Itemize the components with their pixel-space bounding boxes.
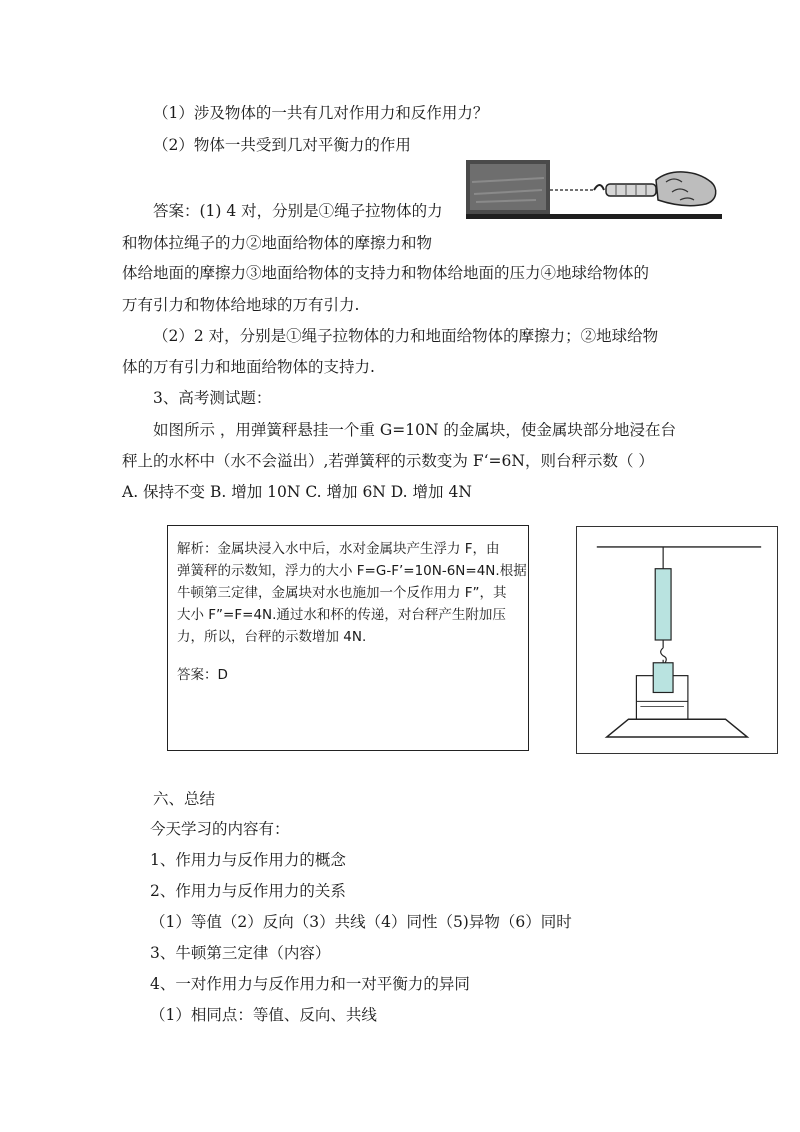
analysis-answer: 答案：D xyxy=(177,667,228,683)
summary-item-4-detail: （1）相同点：等值、反向、共线 xyxy=(150,1006,377,1024)
spring-scale-photo xyxy=(466,160,722,226)
summary-intro: 今天学习的内容有： xyxy=(150,820,290,838)
answer1-line6: 体的万有引力和地面给物体的支持力. xyxy=(122,358,375,376)
question-2: （2）物体一共受到几对平衡力的作用 xyxy=(153,136,411,154)
analysis-line5: 力，所以，台秤的示数增加 4N. xyxy=(177,629,367,645)
summary-item-2-detail: （1）等值（2）反向（3）共线（4）同性（5)异物（6）同时 xyxy=(150,913,572,931)
summary-item-2: 2、作用力与反作用力的关系 xyxy=(150,882,346,900)
question-1: （1）涉及物体的一共有几对作用力和反作用力？ xyxy=(153,104,489,122)
analysis-line2: 弹簧秤的示数知，浮力的大小 F=G-F’=10N-6N=4N.根据 xyxy=(177,563,527,579)
section3-heading: 3、高考测试题： xyxy=(153,389,272,407)
section3-options: A. 保持不变 B. 增加 10N C. 增加 6N D. 增加 4N xyxy=(122,483,472,501)
summary-heading: 六、总结 xyxy=(153,790,216,808)
answer1-line1: 答案：(1) 4 对，分别是①绳子拉物体的力 xyxy=(153,202,443,220)
answer1-line5: （2）2 对，分别是①绳子拉物体的力和地面给物体的摩擦力；②地球给物 xyxy=(153,327,659,345)
summary-item-3: 3、牛顿第三定律（内容） xyxy=(150,944,331,962)
summary-item-1: 1、作用力与反作用力的概念 xyxy=(150,851,346,869)
analysis-line1: 解析：金属块浸入水中后，水对金属块产生浮力 F，由 xyxy=(177,541,500,557)
answer1-line3: 体给地面的摩擦力③地面给物体的支持力和物体给地面的压力④地球给物体的 xyxy=(122,264,650,282)
answer1-line2: 和物体拉绳子的力②地面给物体的摩擦力和物 xyxy=(122,234,433,252)
metal-block xyxy=(653,663,673,693)
platform-scale xyxy=(607,719,748,737)
section3-stem-line1: 如图所示 ，用弹簧秤悬挂一个重 G=10N 的金属块，使金属块部分地浸在台 xyxy=(153,421,676,439)
analysis-line3: 牛顿第三定律，金属块对水也施加一个反作用力 F”，其 xyxy=(177,585,507,601)
summary-item-4: 4、一对作用力与反作用力和一对平衡力的异同 xyxy=(150,975,470,993)
analysis-line4: 大小 F”=F=4N.通过水和杯的传递，对台秤产生附加压 xyxy=(177,607,506,623)
section3-stem-line2: 秤上的水杯中（水不会溢出）,若弹簧秤的示数变为 F‘=6N，则台秤示数（ ） xyxy=(122,452,654,470)
spring-scale-body xyxy=(655,569,671,640)
spring-scale-figure xyxy=(576,526,778,754)
analysis-box xyxy=(167,525,529,751)
answer1-line4: 万有引力和物体给地球的万有引力. xyxy=(122,296,360,314)
